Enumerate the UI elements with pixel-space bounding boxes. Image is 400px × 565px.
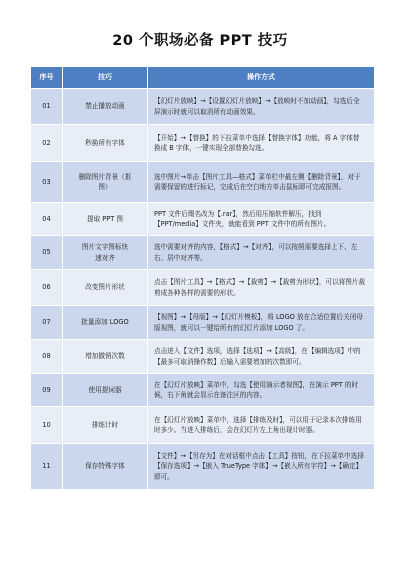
tip-description: 选中需要对齐的内容，【格式】→【对齐】，可以按照需要选择上下、左右、居中对齐等。	[148, 236, 375, 270]
tip-name: 秒换所有字体	[63, 125, 148, 162]
tip-description: 在【幻灯片放映】菜单中，勾选【使用演示者视图】，在演示 PPT 的时候，右下角就会显示在备注区的内容。	[148, 374, 375, 407]
header-tip: 技巧	[63, 67, 148, 89]
tip-description: PPT 文件后缀名改为【.rar】，然后用压缩软件解压，找到【PPT/media】文件夹，就能看到 PPT 文件中的所有图片。	[148, 203, 375, 236]
tip-description: 点击【图片工具】→【格式】→【裁剪】→【裁剪为形状】，可以将图片裁剪成各种各样的需要的形状。	[148, 270, 375, 306]
table-row	[31, 444, 375, 490]
row-number: 03	[31, 162, 63, 203]
tip-description: 【文件】→【另存为】在对话框中点击【工具】按钮，在下拉菜单中选择【保存选项】→【嵌入 TrueType 字体】→【嵌入所有字符】→【确定】即可。	[148, 444, 375, 490]
table-row	[31, 89, 375, 125]
table-row	[31, 236, 375, 270]
row-number: 11	[31, 444, 63, 490]
tip-name: 保存特殊字体	[63, 444, 148, 490]
table-row	[31, 125, 375, 162]
row-number: 04	[31, 203, 63, 236]
table-row	[31, 374, 375, 407]
row-number: 06	[31, 270, 63, 306]
table-row	[31, 306, 375, 340]
table-row	[31, 162, 375, 203]
row-number: 08	[31, 340, 63, 374]
table-row	[31, 340, 375, 374]
table-row	[31, 203, 375, 236]
table-row	[31, 270, 375, 306]
tips-table	[30, 66, 375, 490]
row-number: 01	[31, 89, 63, 125]
tip-name: 使用提词器	[63, 374, 148, 407]
tip-description: 【视图】→【母版】→【幻灯片模板】，将 LOGO 放在合适位置后关闭母版视图，就可以一键给所有的幻灯片添加 LOGO 了。	[148, 306, 375, 340]
header-method: 操作方式	[148, 67, 375, 89]
tip-name: 图片文字图标快速对齐	[63, 236, 148, 270]
tip-name: 排练计时	[63, 407, 148, 444]
tip-name: 批量添加 LOGO	[63, 306, 148, 340]
row-number: 09	[31, 374, 63, 407]
tip-description: 【开始】→【替换】的下拉菜单中选择【替换字体】功能，将 A 字体替换成 B 字体，一键实现全部替换勾选。	[148, 125, 375, 162]
tip-name: 增加撤销次数	[63, 340, 148, 374]
row-number: 07	[31, 306, 63, 340]
page-title: 20 个职场必备 PPT 技巧	[112, 33, 288, 49]
tip-description: 选中图片→单击【图片工具—格式】菜单栏中最左侧【删除背景】，对于需要保留的进行标记，完成后在空白地方单击鼠标即可完成抠图。	[148, 162, 375, 203]
tip-name: 改变图片形状	[63, 270, 148, 306]
tip-description: 在【幻灯片放映】菜单中，选择【排练及时】，可以用于记录本次排练用时多少。当进入排练后，会在幻灯片左上角出现计时器。	[148, 407, 375, 444]
tip-name: 删除图片背景（抠图）	[63, 162, 148, 203]
row-number: 02	[31, 125, 63, 162]
table-header-row	[31, 67, 375, 89]
tip-name: 提取 PPT 图	[63, 203, 148, 236]
tip-description: 【幻灯片放映】→【设置幻灯片放映】→【放映时不加动画】，勾选后全屏演示时就可以取消所有动画效果。	[148, 89, 375, 125]
tip-description: 点击进入【文件】选项，选择【选项】→【高级】，在【编辑选项】中的【最多可取消操作数】后输入需要增加的次数即可。	[148, 340, 375, 374]
table-row	[31, 407, 375, 444]
row-number: 05	[31, 236, 63, 270]
row-number: 10	[31, 407, 63, 444]
header-number: 序号	[31, 67, 63, 89]
tip-name: 禁止播放动画	[63, 89, 148, 125]
